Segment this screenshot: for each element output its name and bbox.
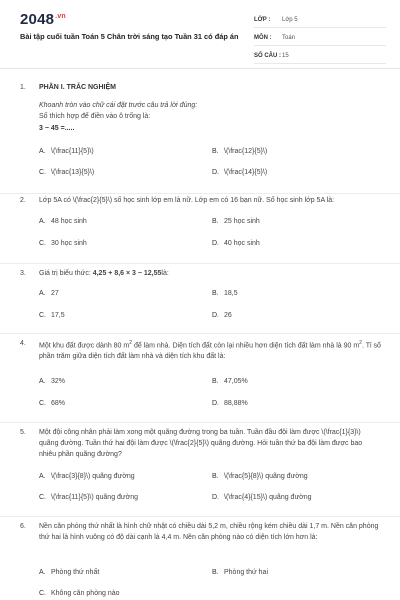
option-b[interactable]: B. Phòng thứ hai [212, 569, 268, 576]
option-a[interactable]: A. 48 học sinh [39, 218, 87, 225]
question-5 [0, 422, 400, 517]
question-number: 3. [20, 270, 26, 277]
option-c[interactable]: C. 68% [39, 400, 66, 407]
page-header [0, 0, 400, 69]
meta-subject-label: MÔN : [254, 35, 272, 41]
option-d[interactable]: D. \(\frac{4}{15}\) quãng đường [212, 494, 312, 501]
document-title: Bài tập cuối tuần Toán 5 Chân trời sáng tạo Tuần 31 có đáp án [20, 32, 239, 41]
question-number: 5. [20, 429, 26, 436]
meta-count-value: 15 [282, 53, 289, 59]
option-d[interactable]: D. \(\frac{14}{5}\) [212, 169, 268, 176]
question-2 [0, 193, 400, 264]
option-c[interactable]: C. Không căn phòng nào [39, 590, 120, 597]
site-logo[interactable]: $2048^{.vn}$ [20, 11, 66, 28]
option-a[interactable]: A. Phòng thứ nhất [39, 569, 100, 576]
option-c[interactable]: C. \(\frac{13}{5}\) [39, 169, 95, 176]
question-1 [0, 68, 400, 194]
option-a[interactable]: A. 32% [39, 378, 66, 385]
option-a[interactable]: A. \(\frac{11}{5}\) [39, 148, 94, 155]
question-text: Số thích hợp để điền vào ô trống là: [39, 113, 151, 120]
option-d[interactable]: D. 40 học sinh [212, 240, 260, 247]
meta-subject-value: Toán [282, 35, 296, 41]
question-instruction: Khoanh tròn vào chữ cái đặt trước câu trả lời đúng: [39, 102, 198, 109]
question-3 [0, 263, 400, 334]
section-title: PHẦN I. TRẮC NGHIỆM [39, 84, 116, 91]
question-6 [0, 516, 400, 600]
question-number: 1. [20, 84, 26, 91]
option-b[interactable]: B. \(\frac{12}{5}\) [212, 148, 268, 155]
question-text: Một khu đất được dành 80 $m^2$ để làm nhà. Diện tích đất còn lại nhiều hơn diện tích đất làm nhà là 90 $m^2$. Tỉ số phần trăm giữa diện tích đất làm nhà và diện tích khu đất là: [39, 340, 381, 361]
question-number: 6. [20, 523, 26, 530]
question-4 [0, 333, 400, 423]
question-text: Nền căn phòng thứ nhất là hình chữ nhật có chiều dài 5,2 m, chiều rộng kém chiều dài 1,7 m. Nền căn phòng thứ hai là hình vuông có độ dài cạnh là 4,4 m. Nền căn phòng nào có diện tích lớn hơn là: [39, 523, 379, 541]
option-b[interactable]: B. 47,05% [212, 378, 248, 385]
question-number: 4. [20, 340, 26, 347]
option-c[interactable]: C. 30 học sinh [39, 240, 87, 247]
option-a[interactable]: A. \(\frac{3}{8}\) quãng đường [39, 473, 135, 480]
option-a[interactable]: A. 27 [39, 290, 59, 297]
option-d[interactable]: D. 88,88% [212, 400, 248, 407]
option-b[interactable]: B. 18,5 [212, 290, 238, 297]
option-b[interactable]: B. \(\frac{5}{8}\) quãng đường [212, 473, 308, 480]
question-expression: 3 − 45 =..... [39, 125, 75, 132]
question-number: 2. [20, 197, 26, 204]
question-text: Giá trị biểu thức: 4,25 + 8,6 × 3 − 12,55là: [39, 270, 169, 277]
question-text: Lớp 5A có \(\frac{2}{5}\) số học sinh lớp em là nữ. Lớp em có 16 bạn nữ. Số học sinh lớp 5A là: [39, 197, 335, 204]
question-text: Một đội công nhân phải làm xong một quãng đường trong ba tuần. Tuần đầu đội làm được \(\frac{1}{3}\) quãng đường. Tuần thứ hai đội làm được \(\frac{2}{5}\) quãng đường. Hỏi tuần thứ ba đội làm được bao nhiêu phần quãng đường? [39, 429, 363, 458]
option-c[interactable]: C. \(\frac{11}{5}\) quãng đường [39, 494, 138, 501]
option-d[interactable]: D. 26 [212, 312, 232, 319]
option-b[interactable]: B. 25 học sinh [212, 218, 260, 225]
meta-class-value: Lớp 5 [282, 17, 298, 23]
meta-class-row [254, 14, 386, 28]
meta-count-row [254, 50, 386, 64]
option-c[interactable]: C. 17,5 [39, 312, 65, 319]
meta-count-label: SỐ CÂU : [254, 53, 281, 59]
meta-class-label: LỚP : [254, 17, 271, 23]
meta-subject-row [254, 32, 386, 46]
document-meta [254, 14, 386, 68]
